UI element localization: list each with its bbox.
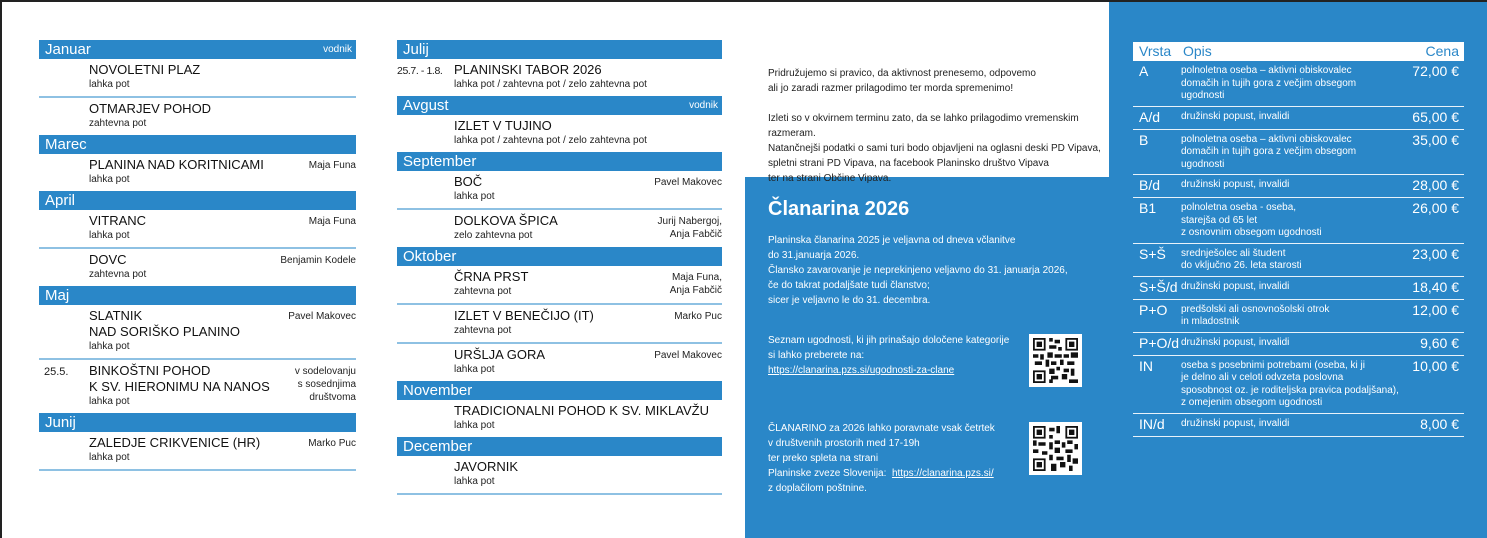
event-title: K SV. HIERONIMU NA NANOS: [89, 379, 270, 394]
description-line: polnoletna oseba – aktivni obiskovalec: [1181, 65, 1352, 76]
description-line: starejša od 65 let: [1181, 214, 1258, 226]
membership-description: [1181, 358, 1412, 410]
event-title: PLANINSKI TABOR 2026: [454, 62, 602, 77]
event-date: [397, 459, 454, 489]
description-line: oseba s posebnimi potrebami (oseba, ki ji: [1181, 359, 1365, 371]
guide-column-label: vodnik: [323, 44, 352, 55]
month-name: November: [403, 382, 473, 399]
description-line: domačih in tujih gora z večjim obsegom: [1181, 77, 1357, 89]
month-header: [39, 413, 356, 432]
description-line: z omejenim obsegom ugodnosti: [1181, 397, 1323, 408]
qr-code-icon: [1033, 426, 1078, 471]
event-leader-line: v sodelovanju: [294, 366, 356, 377]
description-line: do vključno 26. leta starosti: [1181, 260, 1302, 271]
event-date: [397, 347, 454, 377]
event-date: [39, 101, 89, 131]
price-row: [1133, 414, 1464, 437]
event-item[interactable]: [39, 432, 356, 471]
description-line: družinski popust, invalidi: [1181, 417, 1290, 429]
event-difficulty: lahka pot: [89, 79, 130, 90]
benefits-link[interactable]: https://clanarina.pzs.si/ugodnosti-za-clane: [768, 365, 955, 376]
event-title: IZLET V TUJINO: [454, 118, 552, 133]
event-leader-line: Anja Fabčič: [669, 285, 722, 296]
event-leader-line: Jurij Nabergoj,: [657, 216, 722, 227]
event-title: NAD SORIŠKO PLANINO: [89, 324, 240, 339]
description-line: ugodnosti: [1181, 158, 1225, 170]
description-line: je delno ali v celoti odvzeta poslovna: [1181, 372, 1344, 383]
membership-price: 9,60 €: [1420, 334, 1459, 351]
membership-type: P+O/d: [1139, 334, 1180, 351]
membership-type: IN: [1139, 357, 1153, 374]
event-item[interactable]: [39, 154, 356, 191]
event-item[interactable]: [397, 266, 722, 305]
event-item[interactable]: [39, 360, 356, 413]
membership-price: 12,00 €: [1412, 301, 1459, 318]
month-name: Avgust: [403, 97, 449, 114]
membership-type: P+O: [1139, 301, 1168, 318]
event-difficulty: lahka pot: [454, 420, 495, 431]
membership-price: 35,00 €: [1412, 131, 1459, 148]
schedule-column-2: [397, 40, 722, 495]
event-leader: [288, 310, 356, 323]
event-item[interactable]: [397, 456, 722, 495]
membership-type: B: [1139, 131, 1149, 148]
description-line: polnoletna oseba - oseba,: [1181, 202, 1297, 213]
price-row: [1133, 61, 1464, 107]
event-date: [397, 308, 454, 338]
event-body: [454, 459, 722, 489]
event-title: URŠLJA GORA: [454, 347, 546, 362]
description-line: družinski popust, invalidi: [1181, 179, 1290, 190]
qr-code-icon: [1033, 338, 1078, 383]
event-leader: [309, 215, 356, 228]
price-row: [1133, 130, 1464, 176]
event-leader: [654, 176, 722, 189]
membership-type: S+Š/d: [1139, 278, 1178, 295]
notice-paragraph-1: Pridružujemo si pravico, da aktivnost prenesemo, odpovemo ali jo zaradi razmer prilagodimo ter morda spremenimo!: [768, 68, 1036, 94]
event-leader: [280, 254, 356, 267]
event-difficulty: lahka pot / zahtevna pot / zelo zahtevna pot: [454, 79, 647, 90]
price-table: [1133, 42, 1464, 437]
event-difficulty: zelo zahtevna pot: [454, 230, 533, 241]
price-row: [1133, 300, 1464, 333]
event-item[interactable]: [39, 249, 356, 286]
event-title: ČRNA PRST: [454, 269, 529, 284]
event-leader-line: Anja Fabčič: [669, 229, 722, 240]
membership-price: 26,00 €: [1412, 200, 1459, 216]
event-date: [39, 435, 89, 465]
membership-section: [768, 198, 1098, 494]
event-leader-line: društvoma: [309, 392, 356, 403]
event-date: [397, 269, 454, 299]
price-table-header: [1133, 42, 1464, 61]
month-name: Marec: [45, 136, 87, 153]
event-title: DOLKOVA ŠPICA: [454, 213, 558, 228]
event-item[interactable]: [397, 305, 722, 344]
membership-description: [1181, 302, 1412, 329]
event-date: [39, 213, 89, 243]
event-title: IZLET V BENEČIJO (IT): [454, 308, 594, 323]
membership-description: [1181, 177, 1412, 194]
event-leader-line: Maja Funa: [308, 216, 356, 227]
price-row: [1133, 244, 1464, 277]
month-header: [397, 437, 722, 456]
event-leader: [295, 365, 356, 404]
price-row: [1133, 107, 1464, 130]
membership-type: S+Š: [1139, 245, 1166, 262]
membership-title: Članarina 2026: [768, 198, 910, 220]
event-difficulty: lahka pot: [89, 230, 130, 241]
membership-price: 65,00 €: [1412, 108, 1459, 125]
event-date: 25.7. - 1.8.: [397, 65, 443, 77]
membership-description: [1181, 132, 1412, 172]
notice-paragraph-2: Izleti so v okvirnem terminu zato, da se lahko prilagodimo vremenskim razmeram. Natančnejši podatki o sami turi bodo objavljeni na oglasni deski PD Vipava, spletni strani PD Vipava, na facebook Planinsko društvo Vipava ter na strani Občine Vipava.: [768, 113, 1101, 184]
month-name: Maj: [45, 287, 70, 304]
event-title: ZALEDJE CRIKVENICE (HR): [89, 435, 261, 450]
description-line: sposobnost oz. je roditeljska pravica podaljšana),: [1181, 384, 1399, 396]
event-title: PLANINA NAD KORITNICAMI: [89, 157, 264, 172]
event-item[interactable]: [397, 115, 722, 152]
membership-price: 10,00 €: [1412, 357, 1459, 374]
event-title: TRADICIONALNI POHOD K SV. MIKLAVŽU: [454, 403, 709, 418]
event-leader-line: Marko Puc: [674, 311, 722, 322]
event-difficulty: lahka pot: [454, 191, 495, 202]
description-line: družinski popust, invalidi: [1181, 110, 1290, 122]
event-title: OTMARJEV POHOD: [89, 101, 212, 116]
event-difficulty: lahka pot: [89, 174, 130, 185]
event-difficulty: lahka pot / zahtevna pot / zelo zahtevna pot: [454, 135, 647, 146]
membership-description: [1181, 416, 1420, 433]
notice-text: [768, 66, 1108, 186]
event-date: [397, 213, 454, 243]
description-line: domačih in tujih gora z večjim obsegom: [1181, 146, 1357, 157]
event-date: [39, 62, 89, 92]
description-line: predšolski ali osnovnošolski otrok: [1181, 303, 1330, 315]
membership-description: [1181, 63, 1412, 103]
membership-price: 8,00 €: [1420, 415, 1459, 432]
membership-type: IN/d: [1139, 415, 1165, 432]
month-name: Junij: [45, 414, 76, 431]
event-date: [397, 118, 454, 148]
event-leader-line: Marko Puc: [308, 438, 356, 449]
event-difficulty: zahtevna pot: [89, 269, 147, 280]
membership-type: B/d: [1139, 177, 1161, 193]
event-difficulty: zahtevna pot: [454, 325, 512, 336]
month-name: April: [45, 192, 76, 209]
description-line: z osnovnim obsegom ugodnosti: [1181, 227, 1322, 238]
event-difficulty: lahka pot: [89, 396, 130, 407]
event-leader-line: Maja Funa,: [671, 272, 722, 283]
guide-column-label: vodnik: [689, 100, 718, 111]
event-leader: [654, 349, 722, 362]
event-item[interactable]: [39, 98, 356, 135]
month-name: September: [403, 153, 477, 170]
membership-link[interactable]: https://clanarina.pzs.si/: [891, 468, 994, 479]
event-title: BOČ: [454, 174, 483, 189]
month-name: Januar: [45, 41, 91, 58]
membership-type: A: [1139, 63, 1149, 79]
event-body: [454, 118, 722, 148]
event-date: [39, 252, 89, 282]
event-difficulty: lahka pot: [89, 452, 130, 463]
membership-price: 18,40 €: [1412, 278, 1459, 295]
event-title: DOVC: [89, 252, 127, 267]
benefits-text: Seznam ugodnosti, ki jih prinašajo določene kategorije si lahko preberete na: https://clanarina.pzs.si/ugodnosti-za-clane: [768, 335, 1010, 376]
month-header: [39, 191, 356, 210]
membership-description: [1181, 200, 1412, 240]
membership-description: [1181, 279, 1412, 296]
membership-type: A/d: [1139, 108, 1161, 125]
membership-price: 23,00 €: [1412, 245, 1459, 262]
event-leader-line: Pavel Makovec: [654, 350, 722, 361]
event-difficulty: zahtevna pot: [454, 286, 512, 297]
month-header: [397, 40, 722, 59]
event-item[interactable]: [397, 400, 722, 437]
price-row: [1133, 175, 1464, 198]
month-header: [397, 96, 722, 115]
month-name: Oktober: [403, 248, 457, 265]
membership-price: 28,00 €: [1412, 177, 1459, 193]
price-row: [1133, 356, 1464, 414]
description-line: in mladostnik: [1181, 316, 1240, 327]
event-item[interactable]: [397, 344, 722, 381]
qr-code-icon[interactable]: [1029, 334, 1082, 387]
event-date: [39, 308, 89, 354]
description-line: polnoletna oseba – aktivni obiskovalec: [1181, 133, 1352, 145]
qr-code-icon[interactable]: [1029, 422, 1082, 475]
event-date: 25.5.: [44, 366, 69, 378]
event-leader-line: Pavel Makovec: [288, 311, 356, 322]
event-leader: [309, 159, 356, 172]
event-leader: [674, 310, 722, 323]
header-description: Opis: [1183, 43, 1212, 59]
event-difficulty: lahka pot: [454, 476, 495, 487]
event-body: [89, 62, 356, 92]
event-item[interactable]: [397, 59, 722, 96]
description-line: družinski popust, invalidi: [1181, 280, 1290, 292]
description-line: srednješolec ali študent: [1181, 247, 1286, 259]
month-header: [397, 381, 722, 400]
month-name: Julij: [403, 41, 429, 58]
event-leader-line: s sosednjima: [297, 379, 356, 390]
event-item[interactable]: [397, 171, 722, 210]
event-difficulty: lahka pot: [454, 364, 495, 375]
membership-price: 72,00 €: [1412, 63, 1459, 79]
header-type: Vrsta: [1139, 43, 1172, 59]
event-difficulty: zahtevna pot: [89, 118, 147, 129]
month-header: [39, 135, 356, 154]
month-header: [39, 40, 356, 59]
event-difficulty: lahka pot: [89, 341, 130, 352]
event-title: NOVOLETNI PLAZ: [89, 62, 201, 77]
event-body: [454, 62, 722, 92]
event-item[interactable]: [39, 59, 356, 98]
event-title: BINKOŠTNI POHOD: [89, 363, 211, 378]
description-line: ugodnosti: [1181, 90, 1225, 101]
event-leader: [670, 271, 722, 297]
membership-description: [1181, 246, 1412, 273]
payment-text: ČLANARINO za 2026 lahko poravnate vsak četrtek v društvenih prostorih med 17-19h ter preko spleta na strani Planinske zveze Slovenija: https://clanarina.pzs.si/ z doplačilom poštnine.: [768, 423, 995, 494]
event-title: VITRANC: [89, 213, 147, 228]
event-item[interactable]: [39, 210, 356, 249]
month-header: [397, 247, 722, 266]
event-leader: [308, 437, 356, 450]
membership-description: [1181, 109, 1412, 126]
event-body: [89, 101, 356, 131]
membership-validity-text: Planinska članarina 2025 je veljavna od dneva včlanitve do 31.januarja 2026. Člansko zavarovanje je neprekinjeno veljavno do 31. januarja 2026, če do takrat podaljšate tudi članstvo; sicer je veljavno le do 31. decembra.: [768, 235, 1068, 306]
event-title: JAVORNIK: [454, 459, 519, 474]
event-date: [397, 174, 454, 204]
event-body: [454, 403, 722, 433]
event-date: [39, 157, 89, 187]
event-item[interactable]: [397, 210, 722, 247]
event-title: SLATNIK: [89, 308, 143, 323]
membership-description: [1181, 335, 1420, 352]
event-date: [397, 403, 454, 433]
month-header: [397, 152, 722, 171]
header-price: Cena: [1425, 43, 1459, 59]
event-item[interactable]: [39, 305, 356, 360]
schedule-column-1: [39, 40, 356, 471]
price-row: [1133, 277, 1464, 300]
event-leader-line: Maja Funa: [308, 160, 356, 171]
month-header: [39, 286, 356, 305]
price-row: [1133, 333, 1464, 356]
description-line: družinski popust, invalidi: [1181, 336, 1290, 348]
event-leader-line: Benjamin Kodele: [280, 255, 356, 266]
event-leader: [658, 215, 722, 241]
event-leader-line: Pavel Makovec: [654, 177, 722, 188]
price-row: [1133, 198, 1464, 244]
membership-type: B1: [1139, 200, 1157, 216]
month-name: December: [403, 438, 473, 455]
